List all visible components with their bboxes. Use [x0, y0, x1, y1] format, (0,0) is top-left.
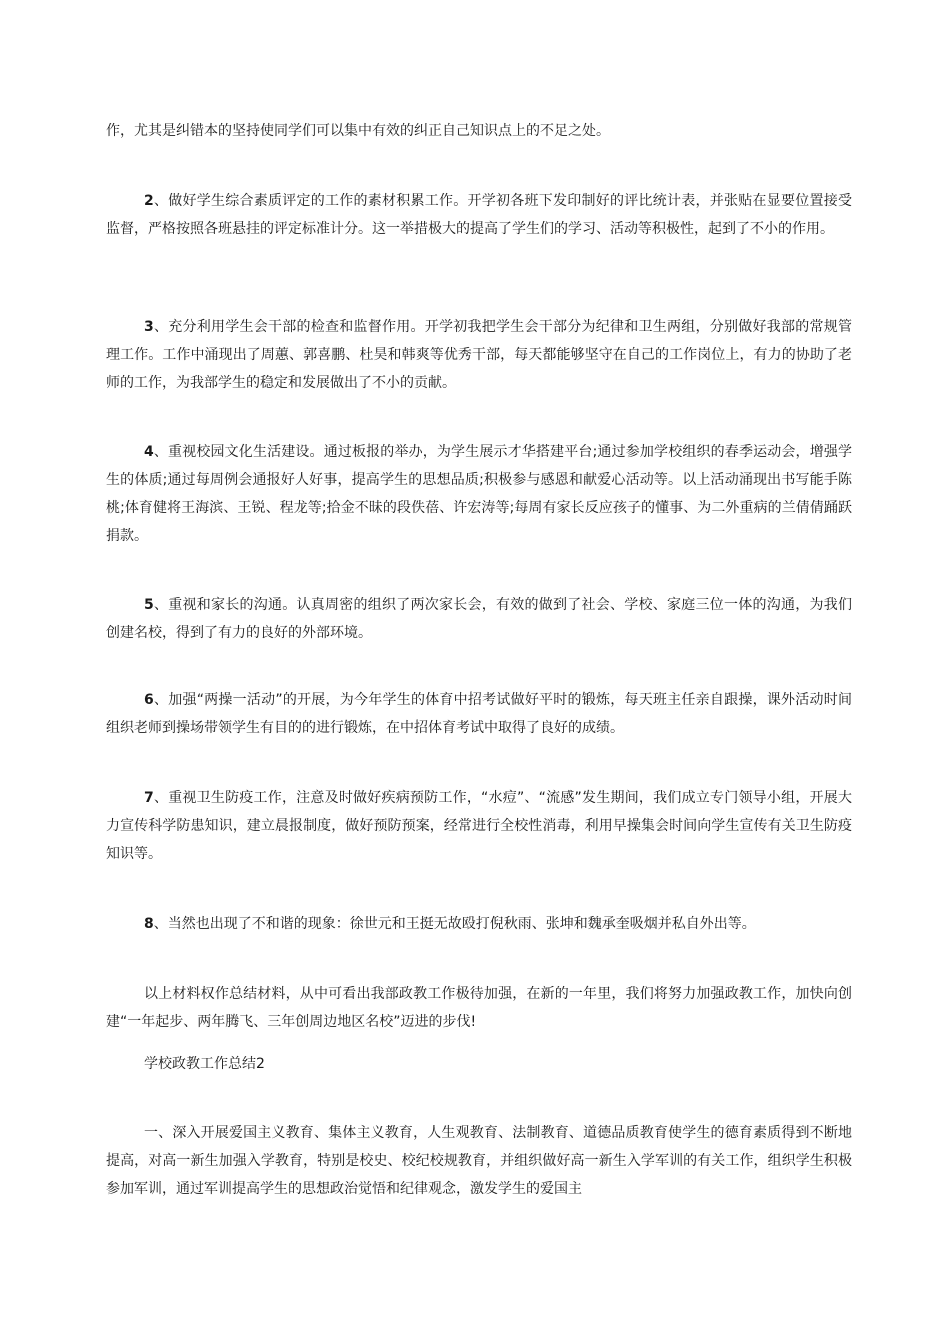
paragraph-item-2 [106, 187, 852, 243]
item-number: 8 [144, 916, 154, 932]
item-number: 6 [144, 692, 154, 708]
paragraph-text: 、当然也出现了不和谐的现象：徐世元和王挺无故殴打倪秋雨、张坤和魏承奎吸烟并私自外出等。 [153, 916, 756, 932]
paragraph-item-3 [106, 313, 852, 397]
section-title: 学校政教工作总结2 [144, 1056, 265, 1072]
paragraph-item-6 [106, 686, 852, 742]
section-paragraph: 一、深入开展爱国主义教育、集体主义教育，人生观教育、法制教育、道德品质教育使学生的德育素质得到不断地提高，对高一新生加强入学教育，特别是校史、校纪校规教育，并组织做好高一新生入学军训的有关工作，组织学生积极参加军训，通过军训提高学生的思想政治觉悟和纪律观念，激发学生的爱国主 [106, 1125, 852, 1197]
item-number: 2 [144, 193, 154, 209]
paragraph-text: 、重视和家长的沟通。认真周密的组织了两次家长会，有效的做到了社会、学校、家庭三位一体的沟通，为我们创建名校，得到了有力的良好的外部环境。 [106, 597, 852, 641]
item-number: 3 [144, 319, 154, 335]
paragraph-conclusion [106, 980, 852, 1036]
paragraph-item-4 [106, 438, 852, 550]
paragraph-text: 、加强“两操一活动”的开展，为今年学生的体育中招考试做好平时的锻炼，每天班主任亲自跟操，课外活动时间组织老师到操场带领学生有目的的进行锻炼，在中招体育考试中取得了良好的成绩。 [106, 692, 852, 736]
paragraph-text: 、做好学生综合素质评定的工作的素材积累工作。开学初各班下发印制好的评比统计表，并张贴在显要位置接受监督，严格按照各班悬挂的评定标准计分。这一举措极大的提高了学生们的学习、活动等积极性，起到了不小的作用。 [106, 193, 852, 237]
paragraph-item-5 [106, 591, 852, 647]
paragraph-text: 、重视校园文化生活建设。通过板报的举办，为学生展示才华搭建平台;通过参加学校组织的春季运动会，增强学生的体质;通过每周例会通报好人好事，提高学生的思想品质;积极参与感恩和献爱心活动等。以上活动涌现出书写能手陈桃;体育健将王海滨、王锐、程龙等;拾金不昧的段佚蓓、许宏涛等;每周有家长反应孩子的懂事、为二外重病的兰倩倩踊跃捐款。 [106, 444, 852, 544]
item-number: 5 [144, 597, 154, 613]
paragraph-text: 以上材料权作总结材料，从中可看出我部政教工作极待加强，在新的一年里，我们将努力加强政教工作，加快向创建“一年起步、两年腾飞、三年创周边地区名校”迈进的步伐! [106, 986, 852, 1030]
paragraph-text: 、重视卫生防疫工作，注意及时做好疾病预防工作，“水痘”、“流感”发生期间，我们成立专门领导小组，开展大力宣传科学防患知识，建立晨报制度，做好预防预案，经常进行全校性消毒，利用早操集会时间向学生宣传有关卫生防疫知识等。 [106, 790, 852, 862]
paragraph-text: 作，尤其是纠错本的坚持使同学们可以集中有效的纠正自己知识点上的不足之处。 [106, 123, 610, 139]
paragraph-item-7 [106, 784, 852, 868]
item-number: 7 [144, 790, 154, 806]
item-number: 4 [144, 444, 154, 460]
paragraph-continuation [106, 117, 852, 145]
paragraph-item-8 [106, 910, 852, 938]
paragraph-text: 、充分利用学生会干部的检查和监督作用。开学初我把学生会干部分为纪律和卫生两组，分别做好我部的常规管理工作。工作中涌现出了周蕙、郭喜鹏、杜昊和韩爽等优秀干部，每天都能够坚守在自己的工作岗位上，有力的协助了老师的工作，为我部学生的稳定和发展做出了不小的贡献。 [106, 319, 852, 391]
